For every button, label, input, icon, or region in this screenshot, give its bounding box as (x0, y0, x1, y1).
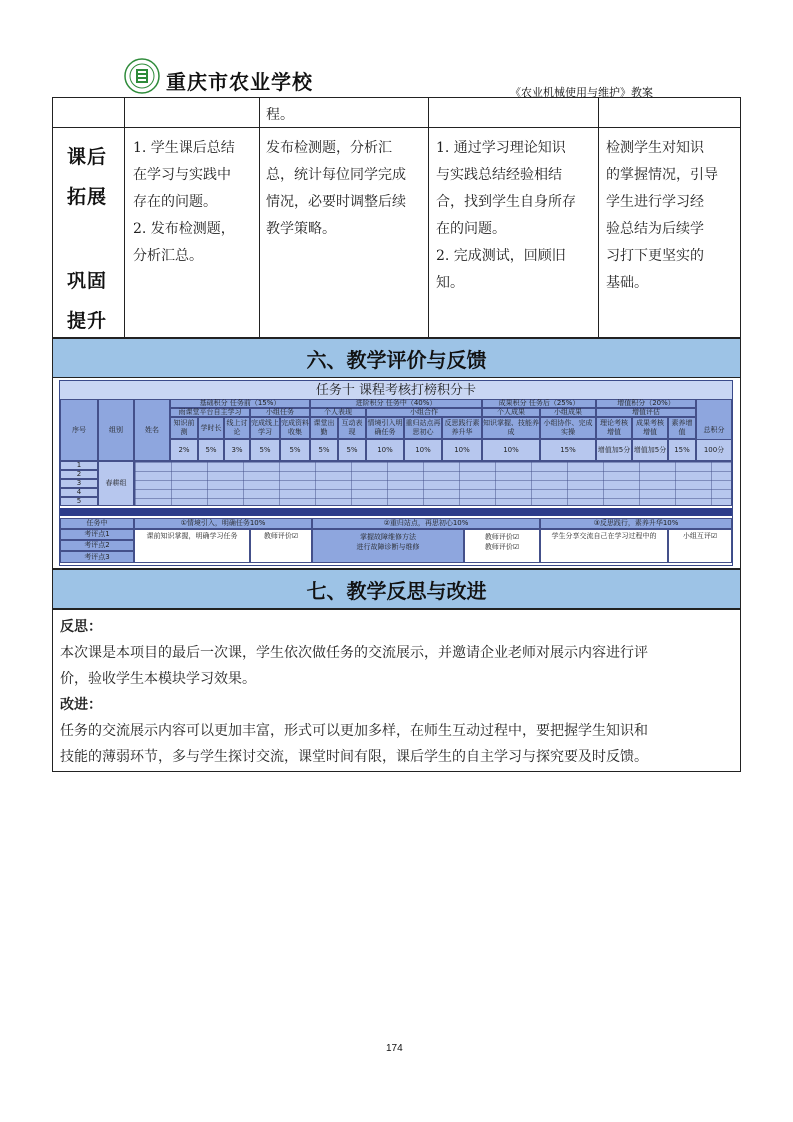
footer-head: ①情境引入，明确任务10% (134, 518, 312, 529)
footer-point: 考评点3 (60, 551, 134, 563)
row-number: 1 (60, 461, 98, 470)
item-header: 互动表现 (338, 417, 366, 439)
weight-cell: 5% (198, 439, 224, 461)
school-name: 重庆市农业学校 (166, 70, 313, 94)
weight-cell: 5% (338, 439, 366, 461)
extension-col3: 1. 通过学习理论知识 与实践总结经验相结 合，找到学生自身所存 在的问题。 2. 完成测试，回顾旧 知。 (436, 140, 576, 291)
col-header-group: 组别 (98, 399, 134, 461)
weight-cell: 2% (170, 439, 198, 461)
footer-cell-eval: 教师评价☑ 教师评价☑ (464, 529, 540, 563)
group-header: 成果积分 任务后（25%） (482, 399, 596, 408)
weight-cell: 10% (404, 439, 442, 461)
footer-point: 考评点2 (60, 540, 134, 551)
reflection-line: 本次课是本项目的最后一次课，学生依次做任务的交流展示，并邀请企业老师对展示内容进行评 (60, 645, 648, 661)
row-number: 3 (60, 479, 98, 488)
col-divider (124, 97, 125, 338)
improvement-line: 任务的交流展示内容可以更加丰富，形式可以更加多样，在师生互动过程中，要把握学生知识和 (60, 723, 648, 739)
item-header: 重归站点再思初心 (404, 417, 442, 439)
scorecard-separator (60, 508, 732, 516)
subgroup-header: 个人成果 (482, 408, 540, 417)
col-header-seq: 序号 (60, 399, 98, 461)
row-label-extension-1: 课后 (67, 146, 108, 168)
reflection-line: 价，验收学生本模块学习效果。 (60, 671, 256, 687)
row-label-consolidate-1: 巩固 (67, 270, 108, 292)
weight-cell: 10% (482, 439, 540, 461)
item-header: 理论考核增值 (596, 417, 632, 439)
subgroup-header: 雨课堂平台自主学习 (170, 408, 250, 417)
school-logo (124, 58, 160, 94)
group-header: 增值积分（20%） (596, 399, 696, 408)
row-number: 5 (60, 497, 98, 506)
weight-cell: 10% (366, 439, 404, 461)
col-divider (598, 97, 599, 338)
score-grid (134, 461, 732, 506)
subgroup-header: 小组任务 (250, 408, 310, 417)
improvement-label: 改进： (60, 697, 102, 713)
row-number: 2 (60, 470, 98, 479)
footer-cell: 学生分享交流自己在学习过程中的 (540, 529, 668, 563)
footer-cell: 教师评价☑ (250, 529, 312, 563)
extension-col4: 检测学生对知识 的掌握情况，引导 学生进行学习经 验总结为后续学 习打下更坚实的 基础。 (606, 140, 718, 291)
weight-cell: 5% (250, 439, 280, 461)
footer-cell: 课前知识掌握，明确学习任务 (134, 529, 250, 563)
item-header: 课堂出勤 (310, 417, 338, 439)
weight-cell: 10% (442, 439, 482, 461)
extension-col2: 发布检测题，分析汇 总，统计每位同学完成 情况，必要时调整后续 教学策略。 (266, 140, 406, 237)
col-divider (259, 97, 260, 338)
weight-cell: 5% (280, 439, 310, 461)
weight-cell-total: 100分 (696, 439, 732, 461)
section-title-evaluation: 六、教学评价与反馈 (52, 338, 741, 378)
weight-cell: 增值加5分 (632, 439, 668, 461)
subgroup-header: 增值评估 (596, 408, 696, 417)
group-header: 基础积分 任务前（15%） (170, 399, 310, 408)
course-name: 《农业机械使用与维护》教案 (510, 86, 653, 99)
item-header: 小组协作、完成实操 (540, 417, 596, 439)
item-header: 完成资料收集 (280, 417, 310, 439)
row-label-extension-2: 拓展 (67, 186, 108, 208)
col-header-name: 姓名 (134, 399, 170, 461)
row-label-consolidate-2: 提升 (67, 310, 108, 332)
weight-cell: 15% (540, 439, 596, 461)
footer-cell-method: 掌握故障维修方法 进行故障诊断与维修 (312, 529, 464, 563)
subgroup-header: 小组成果 (540, 408, 596, 417)
col-divider (428, 97, 429, 338)
scorecard (59, 380, 733, 566)
extension-col1: 1. 学生课后总结 在学习与实践中 存在的问题。 2. 发布检测题， 分析汇总。 (133, 140, 235, 264)
group-header: 进阶积分 任务中（40%） (310, 399, 482, 408)
item-header: 线上讨论 (224, 417, 250, 439)
item-header: 素养增值 (668, 417, 696, 439)
weight-cell: 5% (310, 439, 338, 461)
item-header: 反思践行素养升华 (442, 417, 482, 439)
weight-cell: 15% (668, 439, 696, 461)
item-header: 知识掌握、技能养成 (482, 417, 540, 439)
subgroup-header: 个人表现 (310, 408, 366, 417)
col-header-total: 总积分 (696, 399, 732, 461)
improvement-line: 技能的薄弱环节，多与学生探讨交流，课堂时间有限，课后学生的自主学习与探究要及时反馈。 (60, 749, 648, 765)
continuation-text: 程。 (266, 107, 294, 123)
footer-task-label: 任务中 (60, 518, 134, 529)
footer-point: 考评点1 (60, 529, 134, 540)
page-number: 174 (386, 1043, 403, 1054)
item-header: 学时长 (198, 417, 224, 439)
group-name-cell: 春耕组 (98, 461, 134, 506)
item-header: 知识前测 (170, 417, 198, 439)
footer-head: ③反思践行，素养升华10% (540, 518, 732, 529)
row-number: 4 (60, 488, 98, 497)
scorecard-title: 任务十 课程考核打榜积分卡 (60, 381, 732, 399)
subgroup-header: 小组合作 (366, 408, 482, 417)
weight-cell: 增值加5分 (596, 439, 632, 461)
item-header: 情境引入明确任务 (366, 417, 404, 439)
weight-cell: 3% (224, 439, 250, 461)
item-header: 完成线上学习 (250, 417, 280, 439)
footer-cell: 小组互评☑ (668, 529, 732, 563)
footer-head: ②重归站点，再思初心10% (312, 518, 540, 529)
reflection-label: 反思： (60, 619, 102, 635)
section-title-reflection: 七、教学反思与改进 (52, 569, 741, 609)
item-header: 成果考核增值 (632, 417, 668, 439)
row-divider (52, 127, 741, 128)
